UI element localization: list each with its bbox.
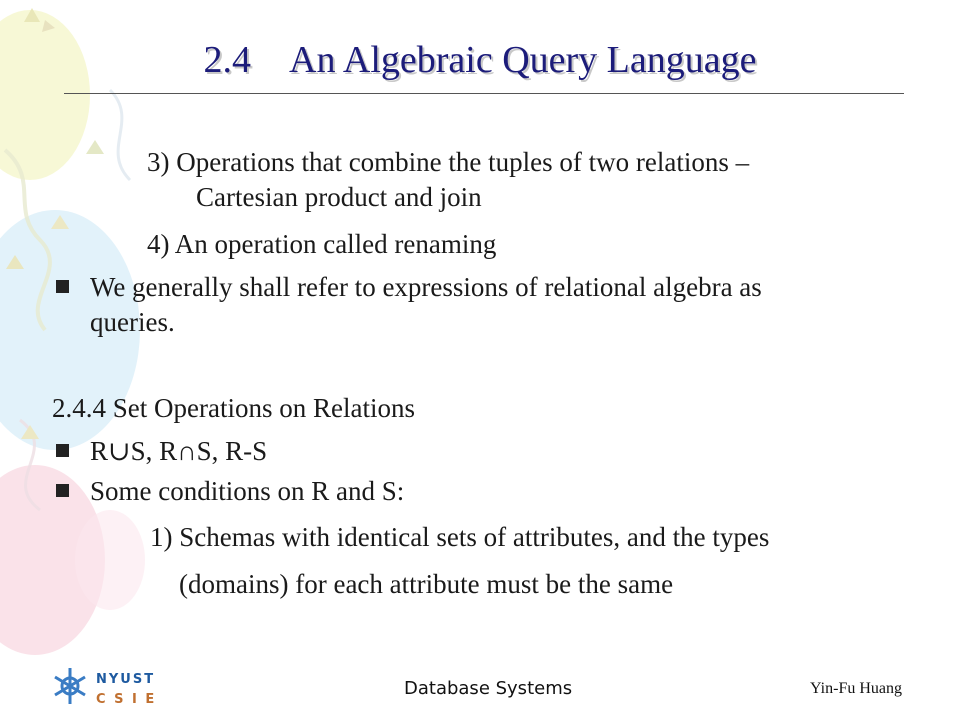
section-heading: 2.4.4 Set Operations on Relations bbox=[52, 393, 415, 423]
list-item-3-line2: Cartesian product and join bbox=[196, 182, 482, 212]
bullet-1-line1: We generally shall refer to expressions of relational algebra as bbox=[90, 272, 762, 302]
condition-1-line1: 1) Schemas with identical sets of attributes, and the types bbox=[150, 522, 770, 552]
list-item-4: 4) An operation called renaming bbox=[147, 229, 497, 259]
logo-text-csie: C S I E bbox=[96, 692, 157, 707]
square-bullet-icon bbox=[56, 444, 69, 457]
footer-author: Yin-Fu Huang bbox=[810, 680, 902, 697]
bullet-3: Some conditions on R and S: bbox=[90, 476, 405, 506]
logo-text-nyust: NYUST bbox=[96, 672, 156, 687]
square-bullet-icon bbox=[56, 280, 69, 293]
bullet-1-line2: queries. bbox=[90, 307, 175, 337]
bullet-2: R∪S, R∩S, R-S bbox=[90, 436, 268, 466]
nyust-logo bbox=[50, 664, 160, 712]
condition-1-line2: (domains) for each attribute must be the same bbox=[179, 569, 674, 599]
slide-title: 2.4 An Algebraic Query Language bbox=[203, 39, 757, 81]
list-item-3-line1: 3) Operations that combine the tuples of two relations – bbox=[147, 147, 750, 177]
footer-course: Database Systems bbox=[404, 678, 573, 699]
nyust-logo-icon bbox=[50, 664, 90, 708]
square-bullet-icon bbox=[56, 484, 69, 497]
title-divider bbox=[64, 93, 904, 94]
